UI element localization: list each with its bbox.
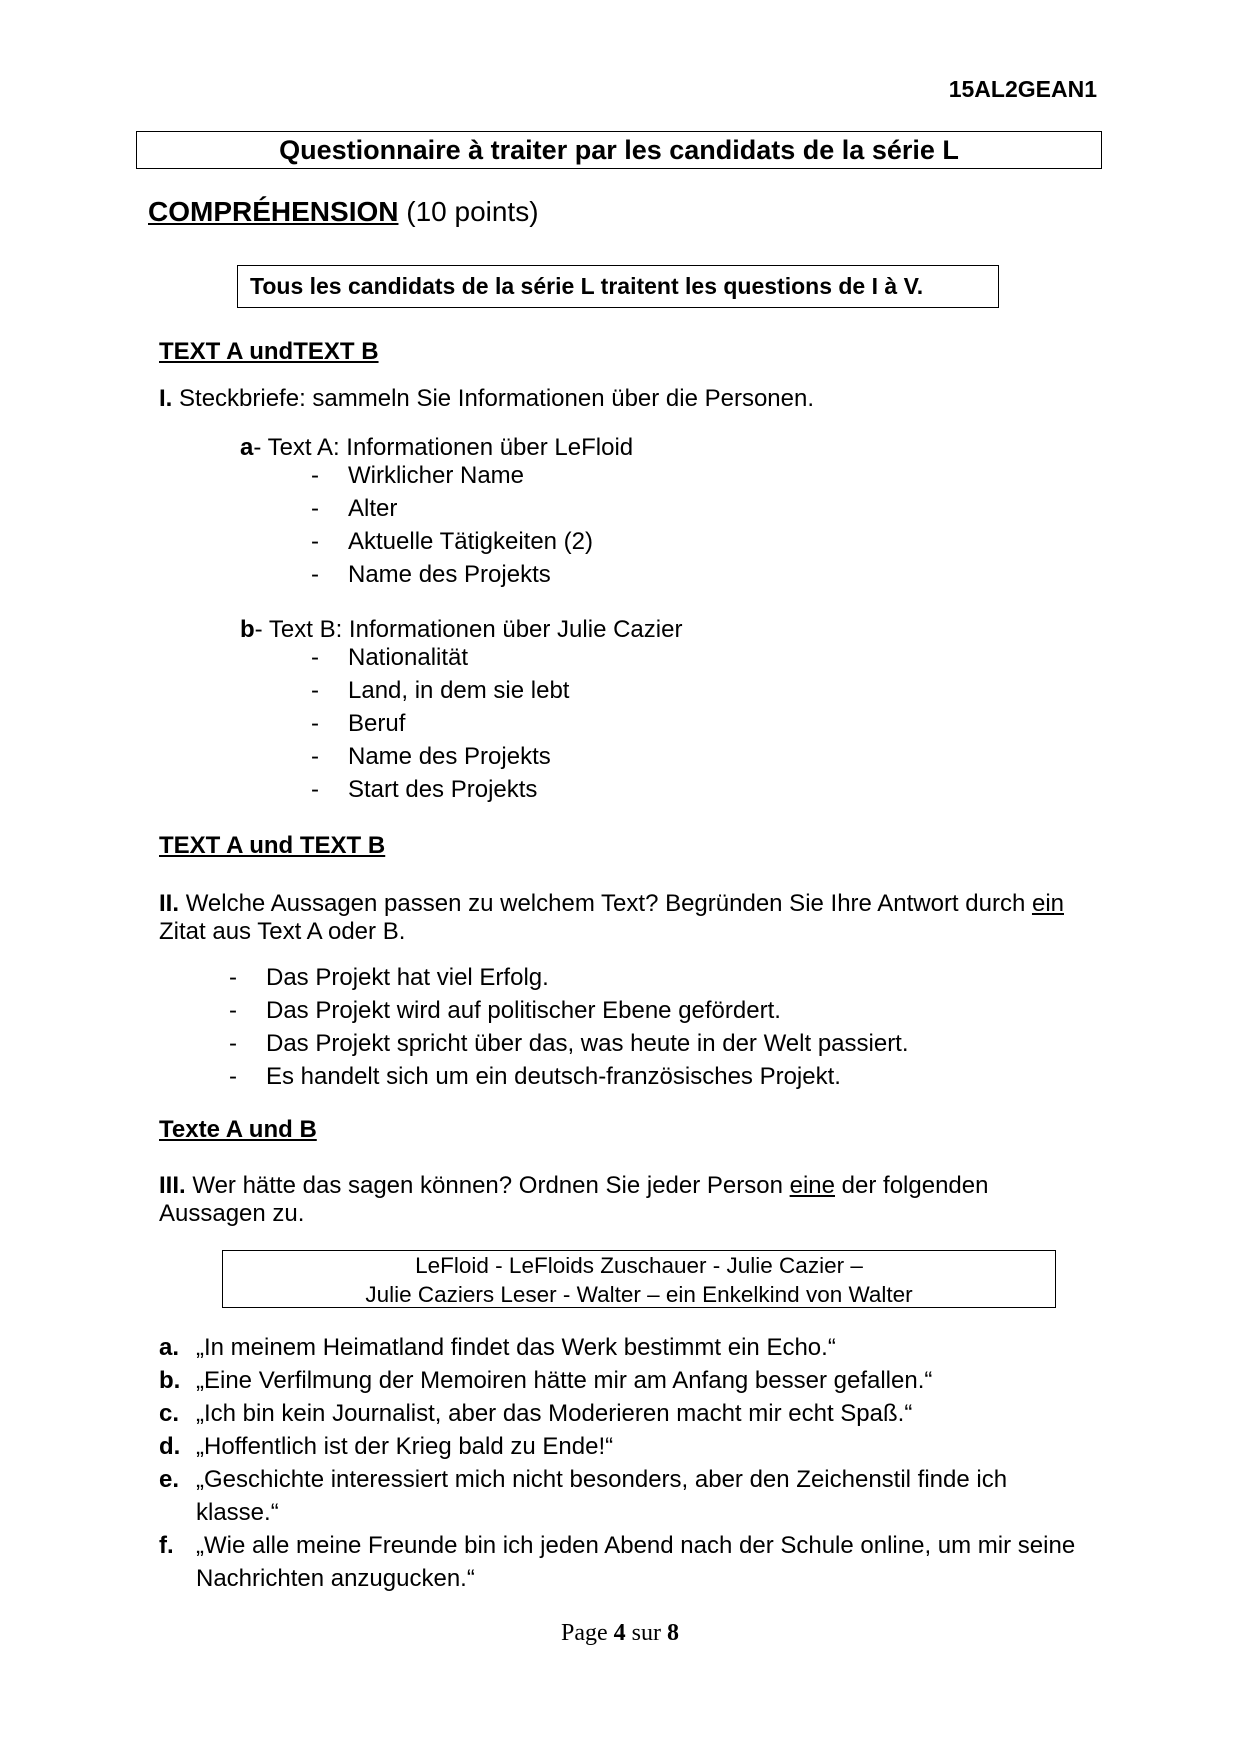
part-a-letter: a	[240, 434, 254, 461]
question-1	[159, 385, 814, 413]
list-item-text: Nationalität	[348, 644, 469, 671]
quote-letter: e.	[159, 1466, 180, 1493]
section3-heading: Texte A und B	[159, 1116, 317, 1143]
part-b-label	[240, 616, 682, 644]
page-total: 8	[667, 1620, 679, 1646]
list-item: -	[311, 528, 319, 555]
quote-text-continued: Nachrichten anzugucken.“	[196, 1565, 475, 1592]
question-2-text: Welche Aussagen passen zu welchem Text? Begründen Sie Ihre Antwort durch	[185, 890, 1032, 917]
list-item: -	[229, 1030, 237, 1057]
section1-heading: TEXT A undTEXT B	[159, 338, 379, 365]
quote-text: „Hoffentlich ist der Krieg bald zu Ende!“	[196, 1433, 614, 1460]
questionnaire-title: Questionnaire à traiter par les candidats de la série L	[136, 131, 1102, 169]
question-2	[159, 890, 1064, 918]
list-item-text: Aktuelle Tätigkeiten (2)	[348, 528, 594, 555]
list-item-text: Start des Projekts	[348, 776, 538, 803]
question-3-text: Wer hätte das sagen können? Ordnen Sie jeder Person	[192, 1172, 790, 1199]
comprehension-points: (10 points)	[406, 196, 539, 227]
part-b-text: - Text B: Informationen über Julie Cazier	[254, 616, 683, 643]
quote-text: „Geschichte interessiert mich nicht besonders, aber den Zeichenstil finde ich	[196, 1466, 1008, 1493]
part-b-letter: b	[240, 616, 255, 643]
part-a-label	[240, 434, 633, 462]
quote-text: „Wie alle meine Freunde bin ich jeden Abend nach der Schule online, um mir seine	[196, 1532, 1076, 1559]
question-1-text: Steckbriefe: sammeln Sie Informationen über die Personen.	[179, 385, 815, 412]
list-item: -	[311, 495, 319, 522]
list-item: -	[311, 743, 319, 770]
quote-letter: b.	[159, 1367, 181, 1394]
list-item: -	[229, 997, 237, 1024]
list-item-text: Es handelt sich um ein deutsch-französisches Projekt.	[266, 1063, 841, 1090]
quote-letter: f.	[159, 1532, 174, 1559]
question-3-number: III.	[159, 1172, 186, 1199]
question-2-emphasis: ein	[1031, 890, 1064, 917]
quote-text: „Ich bin kein Journalist, aber das Moderieren macht mir echt Spaß.“	[196, 1400, 913, 1427]
page-prefix: Page	[561, 1620, 614, 1646]
list-item-text: Wirklicher Name	[348, 462, 525, 489]
list-item-text: Das Projekt hat viel Erfolg.	[266, 964, 549, 991]
question-3	[159, 1172, 988, 1200]
list-item-text: Beruf	[348, 710, 406, 737]
list-item-text: Land, in dem sie lebt	[348, 677, 570, 704]
comprehension-heading	[148, 196, 539, 228]
list-item: -	[229, 964, 237, 991]
document-id: 15AL2GEAN1	[948, 76, 1097, 102]
page-number	[0, 1620, 1240, 1647]
quote-letter: d.	[159, 1433, 181, 1460]
comprehension-label: COMPRÉHENSION	[148, 196, 399, 227]
list-item: -	[311, 462, 319, 489]
list-item: -	[311, 677, 319, 704]
quote-letter: a.	[159, 1334, 180, 1361]
list-item-text: Das Projekt spricht über das, was heute in der Welt passiert.	[266, 1030, 909, 1057]
list-item: -	[311, 776, 319, 803]
question-3-emphasis: eine	[789, 1172, 835, 1199]
list-item-text: Name des Projekts	[348, 743, 551, 770]
list-item: -	[311, 561, 319, 588]
list-item-text: Name des Projekts	[348, 561, 551, 588]
part-a-text: - Text A: Informationen über LeFloid	[253, 434, 634, 461]
page-current: 4	[613, 1620, 626, 1646]
quote-text: „Eine Verfilmung der Memoiren hätte mir am Anfang besser gefallen.“	[196, 1367, 933, 1394]
quote-text-continued: klasse.“	[196, 1499, 279, 1526]
list-item: -	[311, 644, 319, 671]
instruction-box: Tous les candidats de la série L traitent les questions de I à V.	[237, 265, 999, 308]
list-item: -	[229, 1063, 237, 1090]
quote-text: „In meinem Heimatland findet das Werk bestimmt ein Echo.“	[196, 1334, 836, 1361]
question-3-continued: Aussagen zu.	[159, 1200, 305, 1227]
quote-letter: c.	[159, 1400, 180, 1427]
question-1-number: I.	[159, 385, 173, 412]
persons-line-1: LeFloid - LeFloids Zuschauer - Julie Cazier –	[415, 1253, 863, 1278]
persons-box	[222, 1250, 1056, 1308]
persons-line-2: Julie Caziers Leser - Walter – ein Enkelkind von Walter	[365, 1282, 913, 1307]
page-mid: sur	[625, 1620, 667, 1646]
list-item: -	[311, 710, 319, 737]
question-2-number: II.	[159, 890, 180, 917]
question-2-continued: Zitat aus Text A oder B.	[159, 918, 406, 945]
list-item-text: Alter	[348, 495, 398, 522]
list-item-text: Das Projekt wird auf politischer Ebene gefördert.	[266, 997, 781, 1024]
question-3-text-end: der folgenden	[835, 1172, 989, 1199]
section2-heading: TEXT A und TEXT B	[159, 832, 386, 859]
